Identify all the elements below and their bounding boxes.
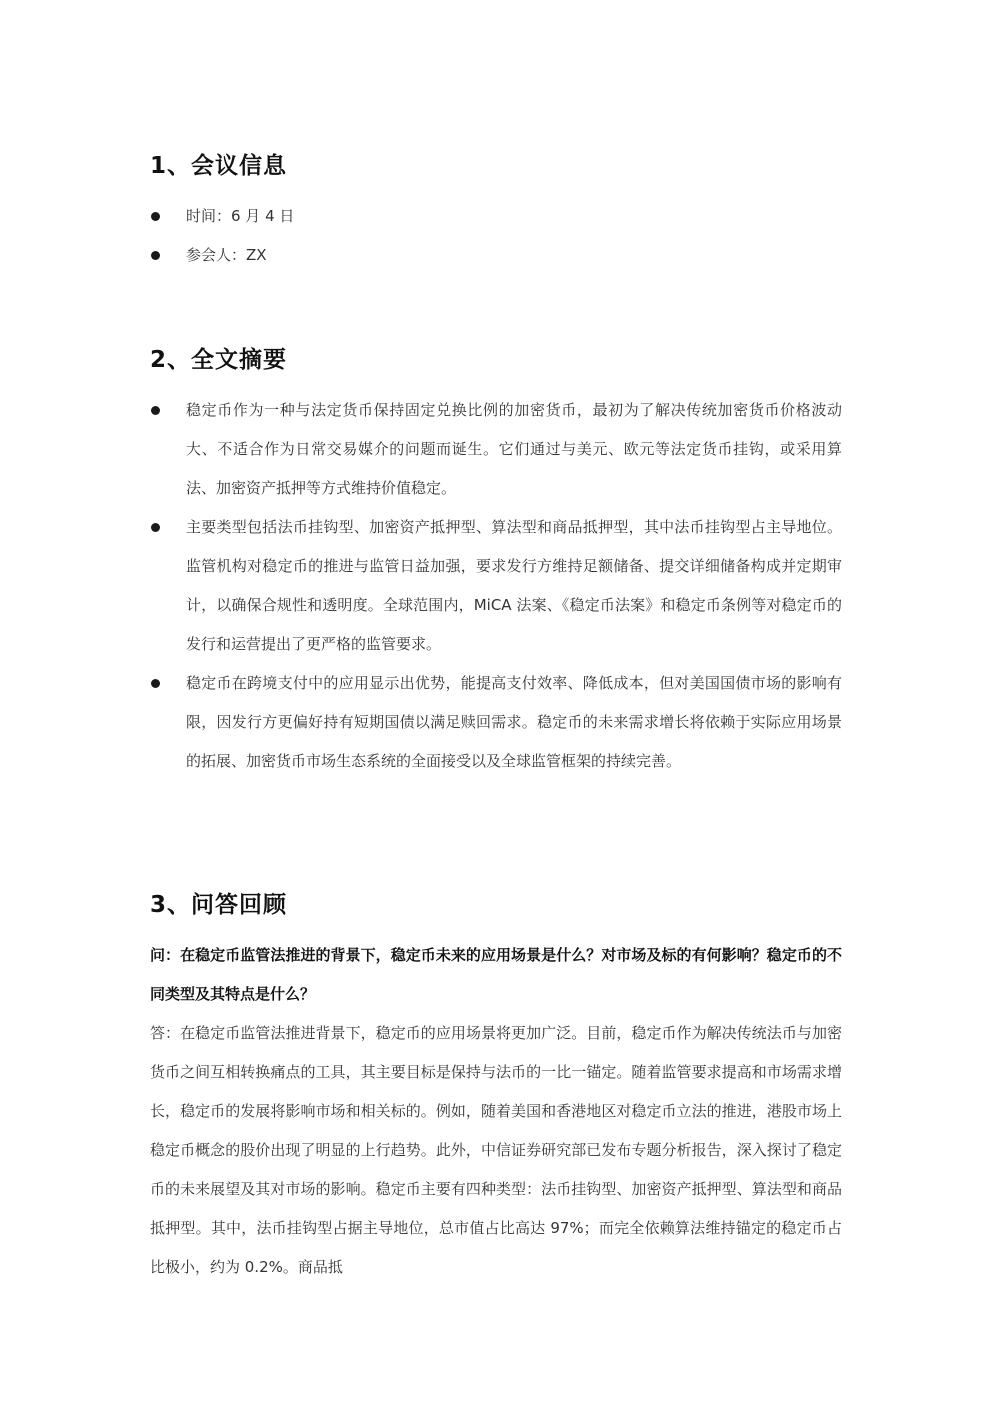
summary-paragraph: 稳定币作为一种与法定货币保持固定兑换比例的加密货币，最初为了解决传统加密货币价格波动大、不适合作为日常交易媒介的问题而诞生。它们通过与美元、欧元等法定货币挂钩，或采用算法、加密资产抵押等方式维持价值稳定。: [186, 401, 842, 497]
section-heading-meeting-info: 1、会议信息: [150, 153, 288, 179]
meeting-info-list: [150, 197, 842, 275]
list-item: [150, 391, 842, 508]
bullet-dot-icon: [151, 523, 160, 532]
qa-block: [150, 936, 842, 1287]
summary-list: [150, 391, 842, 781]
summary-paragraph: 稳定币在跨境支付中的应用显示出优势，能提高支付效率、降低成本，但对美国国债市场的影响有限，因发行方更偏好持有短期国债以满足赎回需求。稳定币的未来需求增长将依赖于实际应用场景的拓展、加密货币市场生态系统的全面接受以及全球监管框架的持续完善。: [186, 674, 842, 770]
section-heading-qa: 3、问答回顾: [150, 892, 288, 918]
bullet-dot-icon: [151, 251, 160, 260]
meeting-time-text: 时间：6 月 4 日: [186, 207, 295, 225]
list-item: [150, 508, 842, 664]
section-heading-summary: 2、全文摘要: [150, 347, 288, 373]
bullet-dot-icon: [151, 406, 160, 415]
bullet-dot-icon: [151, 679, 160, 688]
bullet-dot-icon: [151, 212, 160, 221]
qa-question: 问：在稳定币监管法推进的背景下，稳定币未来的应用场景是什么？对市场及标的有何影响？稳定币的不同类型及其特点是什么？: [150, 946, 842, 1003]
meeting-attendee-text: 参会人：ZX: [186, 246, 267, 264]
list-item: [150, 236, 842, 275]
qa-answer: 答：在稳定币监管法推进背景下，稳定币的应用场景将更加广泛。目前，稳定币作为解决传统法币与加密货币之间互相转换痛点的工具，其主要目标是保持与法币的一比一锚定。随着监管要求提高和市场需求增长，稳定币的发展将影响市场和相关标的。例如，随着美国和香港地区对稳定币立法的推进，港股市场上稳定币概念的股价出现了明显的上行趋势。此外，中信证券研究部已发布专题分析报告，深入探讨了稳定币的未来展望及其对市场的影响。稳定币主要有四种类型：法币挂钩型、加密资产抵押型、算法型和商品抵押型。其中，法币挂钩型占据主导地位，总市值占比高达 97%；而完全依赖算法维持锚定的稳定币占比极小，约为 0.2%。商品抵: [150, 1024, 842, 1276]
summary-paragraph: 主要类型包括法币挂钩型、加密资产抵押型、算法型和商品抵押型，其中法币挂钩型占主导地位。监管机构对稳定币的推进与监管日益加强，要求发行方维持足额储备、提交详细储备构成并定期审计，以确保合规性和透明度。全球范围内，MiCA 法案、《稳定币法案》和稳定币条例等对稳定币的发行和运营提出了更严格的监管要求。: [186, 518, 842, 653]
list-item: [150, 197, 842, 236]
list-item: [150, 664, 842, 781]
